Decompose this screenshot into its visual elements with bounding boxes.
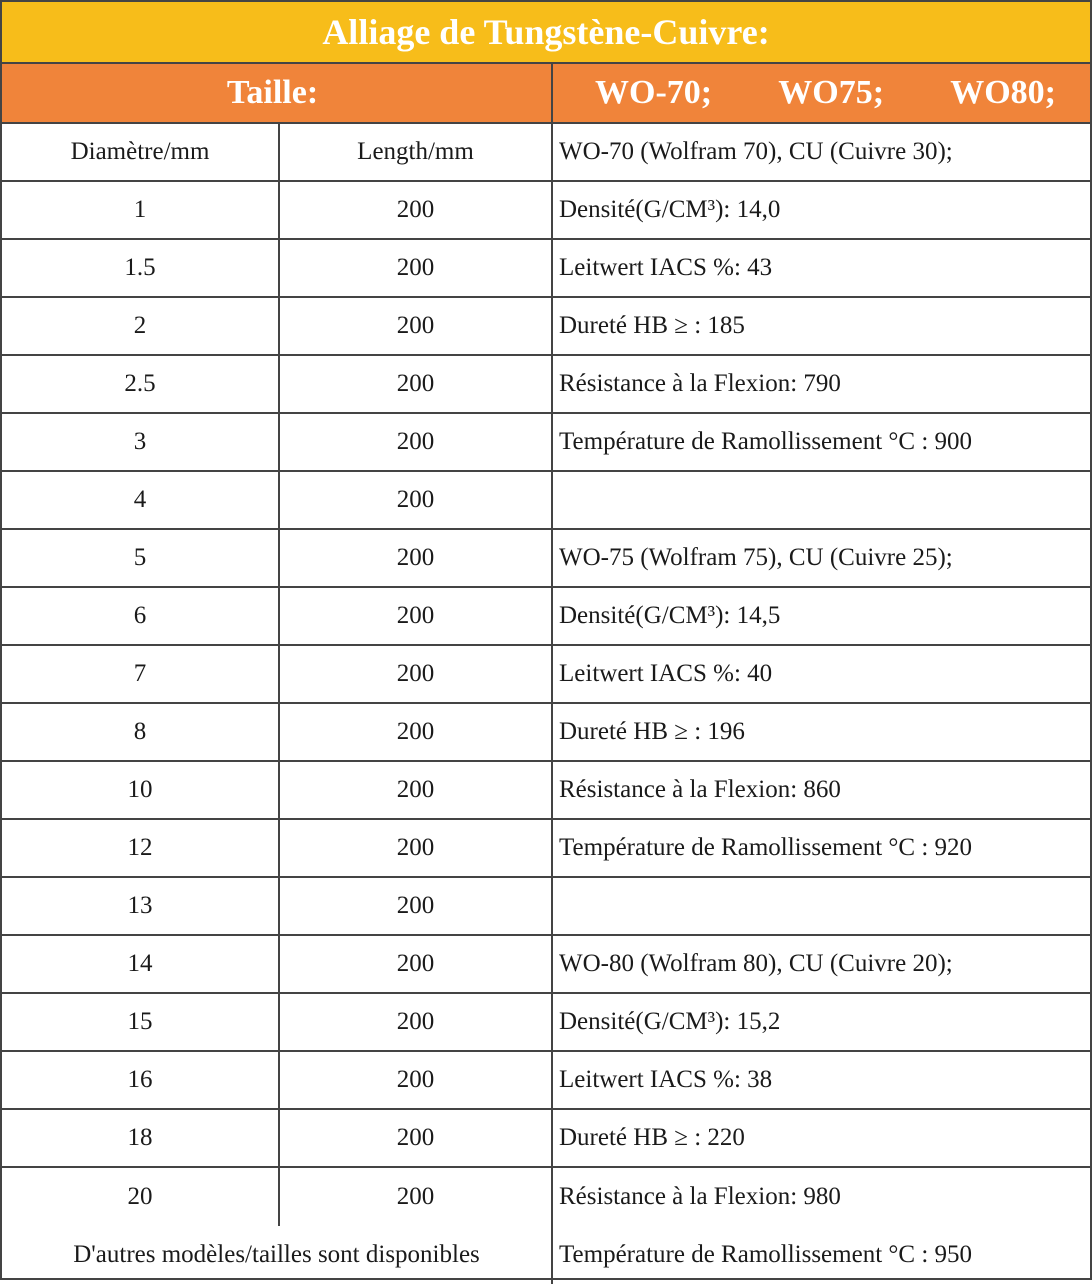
table-row	[2, 414, 1090, 472]
spec-cell: WO-80 (Wolfram 80), CU (Cuivre 20);	[559, 950, 953, 977]
footer-row	[2, 1226, 1090, 1284]
table-row	[2, 240, 1090, 298]
diameter-cell: 13	[2, 878, 280, 934]
spec-cell: Densité(G/CM³): 14,5	[559, 602, 781, 629]
diameter-cell: 2.5	[2, 356, 280, 412]
diameter-cell: 6	[2, 588, 280, 644]
table-row	[2, 936, 1090, 994]
header-row	[2, 64, 1090, 124]
length-cell: 200	[280, 704, 553, 760]
spec-cell: Leitwert IACS %: 43	[559, 254, 773, 281]
length-cell: 200	[280, 240, 553, 296]
diameter-cell: 7	[2, 646, 280, 702]
column-header-row	[2, 124, 1090, 182]
spec-cell	[553, 878, 1090, 934]
column-header-length: Length/mm	[280, 124, 553, 180]
spec-cell: Résistance à la Flexion: 860	[559, 776, 841, 803]
length-cell: 200	[280, 1110, 553, 1166]
spec-cell: Leitwert IACS %: 38	[559, 1066, 773, 1093]
header-grade-wo80: WO80;	[950, 74, 1056, 111]
table-row	[2, 994, 1090, 1052]
spec-cell	[553, 472, 1090, 528]
column-header-diameter: Diamètre/mm	[2, 124, 280, 180]
spec-cell: Résistance à la Flexion: 790	[559, 370, 841, 397]
table-row	[2, 1168, 1090, 1226]
diameter-cell: 20	[2, 1168, 280, 1226]
spec-cell: Leitwert IACS %: 40	[559, 660, 773, 687]
diameter-cell: 2	[2, 298, 280, 354]
table-row	[2, 762, 1090, 820]
length-cell: 200	[280, 646, 553, 702]
diameter-cell: 1.5	[2, 240, 280, 296]
spec-cell: Dureté HB ≥ : 196	[559, 718, 745, 745]
diameter-cell: 10	[2, 762, 280, 818]
table-row	[2, 820, 1090, 878]
diameter-cell: 16	[2, 1052, 280, 1108]
spec-cell: Température de Ramollissement °C : 920	[559, 834, 973, 861]
length-cell: 200	[280, 994, 553, 1050]
header-grade-wo75: WO75;	[778, 74, 885, 111]
footer-note: D'autres modèles/tailles sont disponibles	[2, 1226, 553, 1284]
spec-cell: Température de Ramollissement °C : 900	[559, 428, 973, 455]
footer-spec-cell: Température de Ramollissement °C : 950	[559, 1241, 973, 1268]
header-size-label: Taille:	[226, 74, 319, 111]
spec-cell: Densité(G/CM³): 15,2	[559, 1008, 781, 1035]
table-body	[2, 124, 1090, 1226]
diameter-cell: 14	[2, 936, 280, 992]
table-row	[2, 530, 1090, 588]
table-row	[2, 878, 1090, 936]
spec-cell: Dureté HB ≥ : 220	[559, 1124, 745, 1151]
spec-cell: Résistance à la Flexion: 980	[559, 1183, 841, 1210]
length-cell: 200	[280, 1052, 553, 1108]
header-grades-cell	[553, 64, 1090, 122]
diameter-cell: 3	[2, 414, 280, 470]
length-cell: 200	[280, 298, 553, 354]
header-grade-wo70: WO-70;	[595, 74, 713, 111]
length-cell: 200	[280, 1168, 553, 1226]
table-row	[2, 1052, 1090, 1110]
length-cell: 200	[280, 878, 553, 934]
spec-cell: WO-75 (Wolfram 75), CU (Cuivre 25);	[559, 544, 953, 571]
length-cell: 200	[280, 936, 553, 992]
diameter-cell: 18	[2, 1110, 280, 1166]
spec-cell: Densité(G/CM³): 14,0	[559, 196, 781, 223]
diameter-cell: 1	[2, 182, 280, 238]
diameter-cell: 8	[2, 704, 280, 760]
table-row	[2, 298, 1090, 356]
header-size-cell	[2, 64, 553, 122]
length-cell: 200	[280, 356, 553, 412]
diameter-cell: 12	[2, 820, 280, 876]
length-cell: 200	[280, 414, 553, 470]
diameter-cell: 5	[2, 530, 280, 586]
table-title-bar	[2, 2, 1090, 64]
spec-cell: WO-70 (Wolfram 70), CU (Cuivre 30);	[559, 138, 953, 165]
length-cell: 200	[280, 588, 553, 644]
length-cell: 200	[280, 182, 553, 238]
table-row	[2, 182, 1090, 240]
length-cell: 200	[280, 762, 553, 818]
diameter-cell: 4	[2, 472, 280, 528]
table-row	[2, 646, 1090, 704]
table-row	[2, 472, 1090, 530]
table-row	[2, 1110, 1090, 1168]
spec-cell: Dureté HB ≥ : 185	[559, 312, 745, 339]
table-row	[2, 588, 1090, 646]
table-title: Alliage de Tungstène-Cuivre:	[322, 12, 770, 52]
length-cell: 200	[280, 472, 553, 528]
table-row	[2, 704, 1090, 762]
length-cell: 200	[280, 530, 553, 586]
table-row	[2, 356, 1090, 414]
diameter-cell: 15	[2, 994, 280, 1050]
length-cell: 200	[280, 820, 553, 876]
